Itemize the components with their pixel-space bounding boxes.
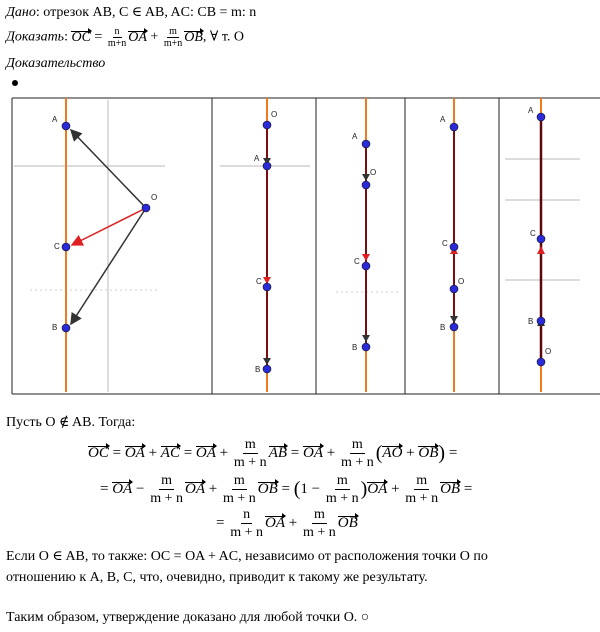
panel-1 [52, 98, 157, 392]
panel-3 [352, 98, 376, 392]
p5-label-a: A [528, 106, 534, 115]
proof-label: Доказательство [6, 56, 106, 71]
conclusion: Таким образом, утверждение доказано для любой точки O. ○ [6, 610, 370, 625]
p5-label-c: C [530, 229, 536, 238]
vec-oc: OC [71, 29, 91, 45]
frac-m-over-mn: $\frac{m}{m+n}$ [163, 26, 183, 49]
p3-label-b: B [352, 343, 358, 352]
p1-label-a: A [52, 115, 58, 124]
eq-line-2: = OA − $\frac{m}{m + n}$ OA + $\frac{m}{m + n}$ OB = (1 − $\frac{m}{m + n}$ )OA + $\frac{m}{m + n}$ OB = [100, 473, 473, 506]
p4-label-o: O [458, 277, 465, 286]
p3-label-a: A [352, 132, 358, 141]
grid-lines [14, 100, 580, 392]
case2-text: Если O ∈ AB, то также: OC = OA + AC, независимо от расположения точки O по [6, 549, 488, 564]
p5-label-b: B [528, 317, 534, 326]
prove-label: Доказать [6, 29, 65, 45]
given-line: Дано: отрезок AB, C ∈ AB, AC: CB = m: n [6, 5, 257, 20]
given-text: отрезок AB, C ∈ AB, AC: CB = m: n [43, 5, 257, 20]
prove-tail: , ∀ т. O [202, 29, 245, 45]
eq-line-1: OC = OA + AC = OA + $\frac{m}{m + n}$ AB = OA + $\frac{m}{m + n}$ (AO + OB) = [88, 437, 458, 470]
p4-label-c: C [442, 239, 448, 248]
p2-label-c: C [256, 277, 262, 286]
p1-label-o: O [151, 193, 158, 202]
p2-label-a: A [254, 154, 260, 163]
bullet [12, 80, 18, 86]
p1-label-c: C [54, 242, 60, 251]
given-label: Дано [6, 5, 36, 20]
vec-ob: OB [184, 29, 203, 45]
p2-label-o: O [271, 110, 278, 119]
p3-label-c: C [354, 257, 360, 266]
p3-label-o: O [370, 168, 377, 177]
vec-oa: OA [128, 29, 147, 45]
p5-label-o: O [545, 347, 552, 356]
p4-label-b: B [440, 323, 446, 332]
prove-line: Доказать: OC = $\frac{n}{m+n}$ OA + $\frac{m}{m+n}$ OB, ∀ т. O [6, 26, 245, 49]
case2-text-2: отношению к A, B, C, что, очевидно, приводит к такому же результату. [6, 570, 428, 585]
panel-2 [254, 98, 277, 392]
panel-4 [440, 98, 464, 392]
p4-label-a: A [440, 115, 446, 124]
case1-text: Пусть O ∉ AB. Тогда: [6, 415, 136, 430]
panel-5 [528, 98, 551, 392]
panel-frames [12, 98, 600, 394]
p1-label-b: B [52, 323, 58, 332]
frac-n-over-mn: $\frac{n}{m+n}$ [107, 26, 127, 49]
figure-panels [0, 96, 600, 398]
p2-label-b: B [255, 365, 261, 374]
eq-line-3: = $\frac{n}{m + n}$ OA + $\frac{m}{m + n}$ OB [216, 507, 358, 540]
